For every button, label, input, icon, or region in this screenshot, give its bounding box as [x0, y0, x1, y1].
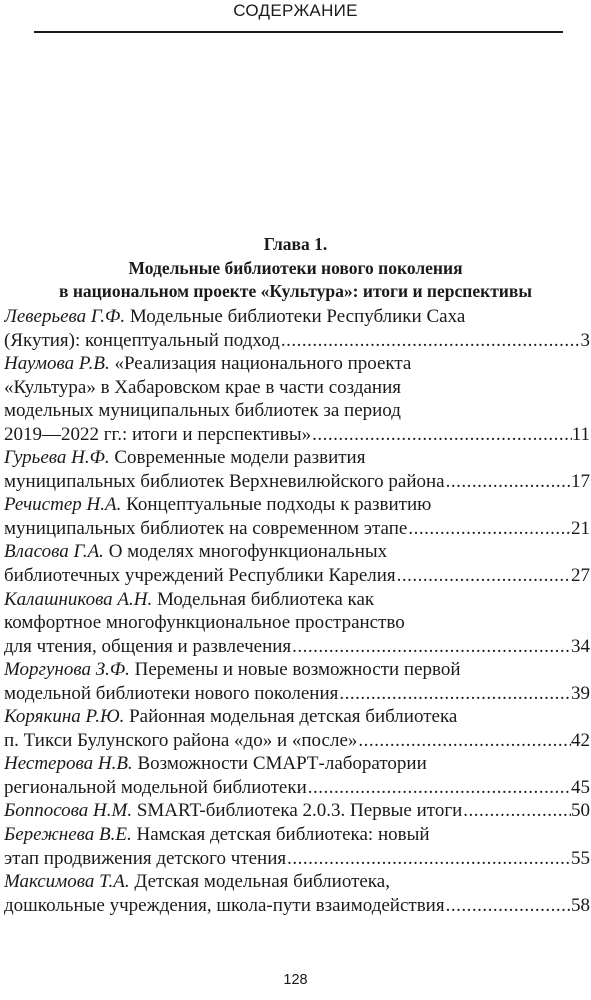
- toc-entry-author: Власова Г.А.: [4, 541, 104, 563]
- toc-entry: [4, 705, 590, 752]
- toc-entry-last-line: [4, 329, 590, 353]
- toc-entry-page-number: 39: [571, 682, 590, 704]
- chapter-number: Глава 1.: [263, 234, 328, 254]
- toc-entry: [4, 799, 590, 823]
- toc-entry-page-number: 42: [571, 729, 590, 751]
- table-of-contents: [4, 305, 590, 917]
- toc-entry-author: Речистер Н.А.: [4, 494, 122, 516]
- toc-entry-title-text: Модельные библиотеки Республики Саха: [129, 306, 466, 327]
- header-rule: [34, 31, 563, 33]
- toc-entry-last-line: [4, 517, 590, 541]
- toc-entry-line: [4, 305, 590, 329]
- toc-entry-title-text: Возможности СМАРТ-лаборатории: [137, 753, 427, 775]
- toc-entry-author: Боппосова Н.М.: [4, 800, 133, 822]
- toc-entry-last-line: [4, 729, 590, 753]
- toc-entry: [4, 870, 590, 917]
- toc-entry-last-line: [4, 776, 590, 800]
- toc-entry-author: Леверьева Г.Ф.: [4, 306, 126, 327]
- toc-entry-author: Бережнева В.Е.: [4, 824, 132, 846]
- toc-entry: [4, 352, 590, 446]
- toc-entry: [4, 540, 590, 587]
- toc-entry: [4, 305, 590, 352]
- toc-entry-title-text: (Якутия): концептуальный подход: [4, 329, 280, 351]
- dot-leader: [445, 470, 571, 494]
- toc-entry-title-text: модельных муниципальных библиотек за период: [4, 400, 401, 422]
- toc-entry-title-text: дошкольные учреждения, школа-пути взаимодействия: [4, 894, 445, 916]
- toc-entry-title-text: муниципальных библиотек Верхневилюйского района: [4, 470, 445, 492]
- toc-entry-title-text: библиотечных учреждений Республики Карелия: [4, 565, 396, 587]
- toc-entry-page-number: 50: [571, 800, 590, 822]
- running-head: СОДЕРЖАНИЕ: [233, 1, 358, 20]
- toc-entry-last-line: [4, 847, 590, 871]
- toc-entry-title-text: 2019—2022 гг.: итоги и перспективы»: [4, 423, 312, 445]
- toc-entry-author: Моргунова З.Ф.: [4, 659, 130, 681]
- toc-entry-author: Корякина Р.Ю.: [4, 706, 125, 728]
- toc-entry-last-line: [4, 564, 590, 588]
- toc-entry-line: [4, 658, 590, 682]
- toc-entry-line: [4, 870, 590, 894]
- toc-entry-title-text: Модельная библиотека как: [157, 588, 375, 610]
- toc-entry-last-line: [4, 682, 590, 706]
- chapter-title-line-2: в национальном проекте «Культура»: итоги и перспективы: [59, 281, 532, 301]
- toc-entry-last-line: [4, 470, 590, 494]
- toc-entry-title-text: этап продвижения детского чтения: [4, 847, 287, 869]
- toc-entry-line: [4, 752, 590, 776]
- toc-entry-title-text: п. Тикси Булунского района «до» и «после»: [4, 729, 358, 751]
- dot-leader: [445, 894, 571, 918]
- toc-entry: [4, 752, 590, 799]
- toc-entry: [4, 588, 590, 659]
- dot-leader: [357, 729, 571, 753]
- toc-entry-title-text: Перемены и новые возможности первой: [134, 659, 461, 681]
- dot-leader: [462, 799, 571, 823]
- toc-entry-page-number: 55: [571, 847, 590, 869]
- toc-entry-title-text: Детская модельная библиотека,: [134, 871, 390, 893]
- dot-leader: [407, 517, 571, 541]
- toc-entry: [4, 823, 590, 870]
- toc-entry-title-text: модельной библиотеки нового поколения: [4, 682, 339, 704]
- toc-entry-author: Нестерова Н.В.: [4, 753, 133, 775]
- toc-entry-page-number: 45: [571, 776, 590, 798]
- toc-entry-last-line: [4, 799, 590, 823]
- toc-entry-author: Гурьева Н.Ф.: [4, 447, 110, 469]
- toc-entry-page-number: 34: [571, 635, 590, 657]
- toc-entry-line: [4, 540, 590, 564]
- toc-entry-last-line: [4, 423, 590, 447]
- toc-entry-title-text: для чтения, общения и развлечения: [4, 635, 292, 657]
- toc-entry-title-text: Современные модели развития: [114, 447, 366, 469]
- dot-leader: [396, 564, 571, 588]
- toc-entry-line: [4, 493, 590, 517]
- toc-entry-title-text: О моделях многофункциональных: [108, 541, 388, 563]
- toc-entry-title-text: муниципальных библиотек на современном этапе: [4, 517, 408, 539]
- chapter-title-line-1: Модельные библиотеки нового поколения: [128, 257, 463, 278]
- toc-entry-line: [4, 705, 590, 729]
- toc-entry: [4, 493, 590, 540]
- toc-entry-last-line: [4, 635, 590, 659]
- toc-entry-author: Наумова Р.В.: [4, 353, 110, 375]
- toc-entry-line: [4, 352, 590, 376]
- toc-entry-line: [4, 823, 590, 847]
- toc-entry-title-text: Концептуальные подходы к развитию: [126, 494, 432, 516]
- page-number: 128: [283, 972, 308, 988]
- toc-entry-page-number: 27: [571, 565, 590, 587]
- toc-entry-title-text: «Культура» в Хабаровском крае в части создания: [4, 376, 401, 398]
- toc-entry-title-text: комфортное многофункциональное пространство: [4, 612, 405, 634]
- dot-leader: [291, 635, 571, 659]
- toc-entry-title-text: SMART-библиотека 2.0.3. Первые итоги: [136, 800, 463, 822]
- toc-entry-title-text: Намская детская библиотека: новый: [136, 824, 430, 846]
- toc-entry-title-text: региональной модельной библиотеки: [4, 776, 307, 798]
- chapter-heading: [0, 233, 591, 304]
- dot-leader: [286, 847, 571, 871]
- toc-entry: [4, 658, 590, 705]
- toc-entry-page-number: 11: [571, 423, 590, 445]
- toc-entry-line: [4, 446, 590, 470]
- toc-entry-page-number: 21: [571, 517, 590, 539]
- toc-entry-author: Калашникова А.Н.: [4, 588, 153, 610]
- toc-entry-last-line: [4, 894, 590, 918]
- toc-entry-page-number: 17: [571, 470, 590, 492]
- dot-leader: [311, 423, 572, 447]
- toc-entry-title-text: Районная модельная детская библиотека: [129, 706, 458, 728]
- toc-entry-line: [4, 588, 590, 612]
- toc-entry-title-text: «Реализация национального проекта: [114, 353, 412, 375]
- dot-leader: [307, 776, 571, 800]
- dot-leader: [280, 329, 581, 353]
- toc-entry-author: Максимова Т.А.: [4, 871, 130, 893]
- toc-entry: [4, 446, 590, 493]
- toc-entry-page-number: 3: [580, 329, 590, 351]
- toc-entry-page-number: 58: [571, 894, 590, 916]
- dot-leader: [338, 682, 571, 706]
